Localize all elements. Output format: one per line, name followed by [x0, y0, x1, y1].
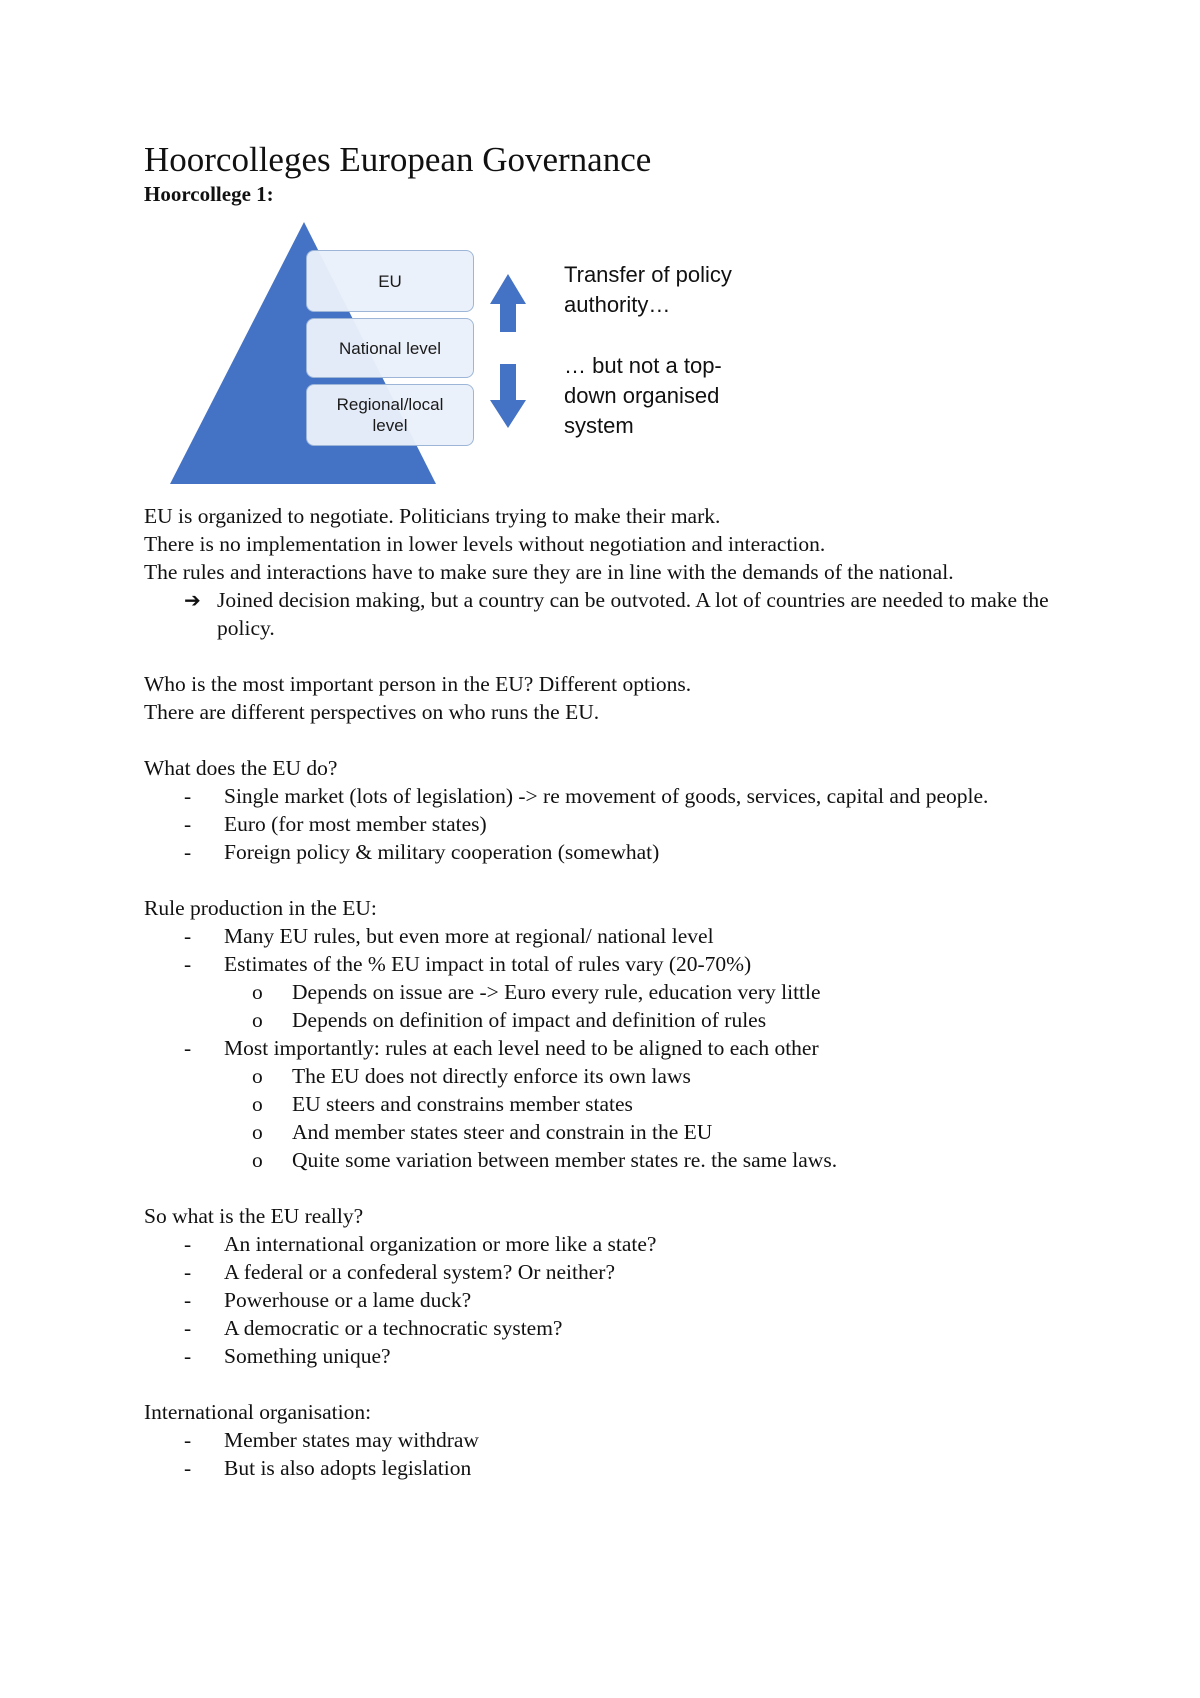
list-item — [144, 1230, 1084, 1258]
arrow-bullet-icon: ➔ — [184, 588, 201, 612]
list-item — [144, 1454, 1084, 1482]
list-item-text: An international organization or more like a state? — [224, 1232, 657, 1256]
caption-not-top-down — [564, 351, 722, 441]
list-item — [144, 1034, 1084, 1062]
list-item-text: Single market (lots of legislation) -> re movement of goods, services, capital and people. — [224, 784, 989, 808]
section-heading: So what is the EU really? — [144, 1204, 364, 1228]
sub-list-item — [144, 1090, 1084, 1118]
list-item-text: Many EU rules, but even more at regional/ national level — [224, 924, 714, 948]
dash-bullet: - — [184, 812, 192, 836]
list-item-text: But is also adopts legislation — [224, 1456, 472, 1480]
paragraph-line: There are different perspectives on who runs the EU. — [144, 700, 600, 724]
list-item — [144, 1314, 1084, 1342]
dash-bullet: - — [184, 1316, 192, 1340]
caption-transfer-line: authority… — [564, 292, 671, 317]
list-item — [144, 1258, 1084, 1286]
list-item-text: Depends on issue are -> Euro every rule, education very little — [292, 980, 821, 1004]
circle-bullet: o — [252, 1120, 263, 1144]
sub-list-item — [144, 1006, 1084, 1034]
sub-list-item — [144, 978, 1084, 1006]
dash-bullet: - — [184, 1428, 192, 1452]
sub-list-item — [144, 1146, 1084, 1174]
paragraph-line: EU is organized to negotiate. Politicians trying to make their mark. — [144, 504, 721, 528]
list-item-text: Euro (for most member states) — [224, 812, 487, 836]
list-item — [144, 922, 1084, 950]
caption-not-top-down-line: down organised — [564, 383, 720, 408]
list-item — [144, 782, 1084, 810]
document-body — [144, 140, 1084, 1482]
list-item-text: A democratic or a technocratic system? — [224, 1316, 563, 1340]
list-item — [144, 1342, 1084, 1370]
level-box-regional-label: Regional/local level — [336, 395, 444, 435]
list-item-text: Foreign policy & military cooperation (somewhat) — [224, 840, 660, 864]
dash-bullet: - — [184, 1456, 192, 1480]
list-item-text: Estimates of the % EU impact in total of rules vary (20-70%) — [224, 952, 752, 976]
list-item-text: A federal or a confederal system? Or neither? — [224, 1260, 615, 1284]
list-item-text: And member states steer and constrain in the EU — [292, 1120, 713, 1144]
dash-bullet: - — [184, 1036, 192, 1060]
paragraph-line: There is no implementation in lower levels without negotiation and interaction. — [144, 532, 826, 556]
sub-list-item — [144, 1062, 1084, 1090]
dash-bullet: - — [184, 924, 192, 948]
document-title: Hoorcolleges European Governance — [144, 140, 652, 179]
section-heading: Rule production in the EU: — [144, 896, 377, 920]
list-item-text: Most importantly: rules at each level need to be aligned to each other — [224, 1036, 819, 1060]
list-item-text: The EU does not directly enforce its own laws — [292, 1064, 691, 1088]
list-item-text: Quite some variation between member states re. the same laws. — [292, 1148, 838, 1172]
paragraph-line: Who is the most important person in the EU? Different options. — [144, 672, 692, 696]
caption-transfer — [564, 260, 732, 320]
level-box-national: National level — [306, 318, 474, 378]
list-item — [144, 838, 1084, 866]
dash-bullet: - — [184, 1288, 192, 1312]
lecture-heading: Hoorcollege 1: — [144, 182, 274, 206]
caption-transfer-line: Transfer of policy — [564, 262, 732, 287]
list-item-text: Member states may withdraw — [224, 1428, 479, 1452]
list-item-text: Depends on definition of impact and definition of rules — [292, 1008, 767, 1032]
arrow-list-item — [144, 586, 1084, 642]
section-heading: International organisation: — [144, 1400, 372, 1424]
caption-not-top-down-line: … but not a top- — [564, 353, 722, 378]
section-heading: What does the EU do? — [144, 756, 338, 780]
list-item-text: Powerhouse or a lame duck? — [224, 1288, 472, 1312]
level-box-regional — [306, 384, 474, 446]
sub-list-item — [144, 1118, 1084, 1146]
caption-not-top-down-line: system — [564, 413, 634, 438]
circle-bullet: o — [252, 1008, 263, 1032]
list-item-text: Joined decision making, but a country can be outvoted. A lot of countries are needed to make the policy. — [217, 588, 1049, 640]
list-item — [144, 810, 1084, 838]
dash-bullet: - — [184, 1344, 192, 1368]
arrow-up-icon — [490, 274, 526, 332]
list-item-text: Something unique? — [224, 1344, 391, 1368]
governance-levels-figure — [144, 214, 774, 486]
dash-bullet: - — [184, 952, 192, 976]
level-box-eu: EU — [306, 250, 474, 312]
circle-bullet: o — [252, 1148, 263, 1172]
circle-bullet: o — [252, 980, 263, 1004]
arrow-down-icon — [490, 364, 526, 428]
list-item — [144, 1426, 1084, 1454]
circle-bullet: o — [252, 1092, 263, 1116]
list-item — [144, 1286, 1084, 1314]
dash-bullet: - — [184, 1260, 192, 1284]
circle-bullet: o — [252, 1064, 263, 1088]
list-item-text: EU steers and constrains member states — [292, 1092, 633, 1116]
paragraph-line: The rules and interactions have to make sure they are in line with the demands of the national. — [144, 560, 954, 584]
dash-bullet: - — [184, 784, 192, 808]
dash-bullet: - — [184, 840, 192, 864]
list-item — [144, 950, 1084, 978]
dash-bullet: - — [184, 1232, 192, 1256]
